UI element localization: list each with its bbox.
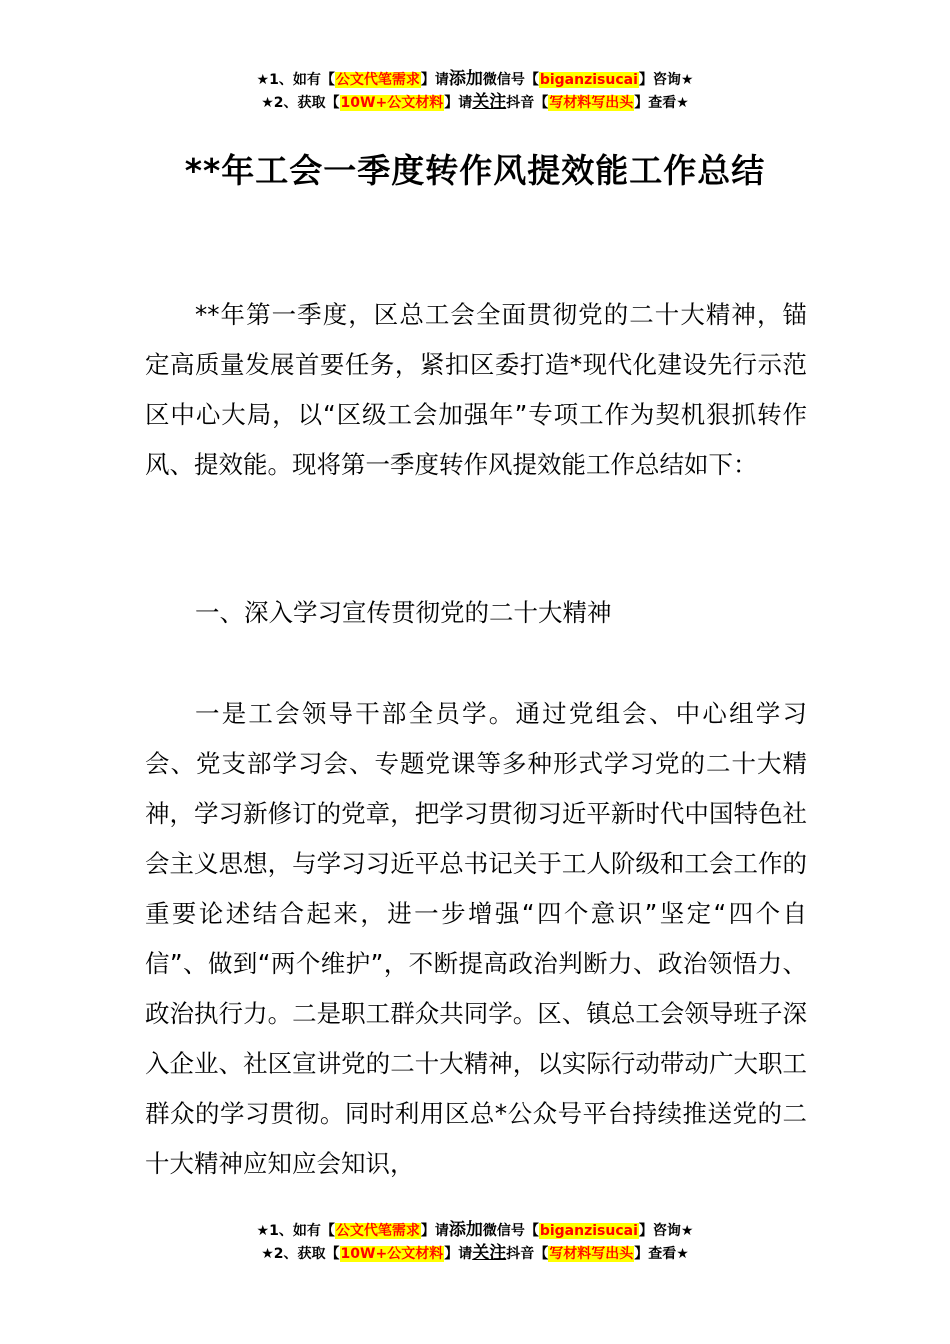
promo-text: 】咨询 [638,1223,681,1239]
promo-highlight-service: 公文代笔需求 [335,1223,420,1239]
promo-highlight-wechat: biganzisucai [539,72,638,88]
promo-text: 】请 [444,95,473,111]
footer-promo-banner [0,1219,950,1265]
body-paragraph: 一是工会领导干部全员学。通过党组会、中心组学习会、党支部学习会、专题党课等多种形式学习党的二十大精神，学习新修订的党章，把学习贯彻习近平新时代中国特色社会主义思想，与学习习近平总书记关于工人阶级和工会工作的重要论述结合起来，进一步增强“四个意识”坚定“四个自信”、做到“两个维护”，不断提高政治判断力、政治领悟力、政治执行力。二是职工群众共同学。区、镇总工会领导班子深入企业、社区宣讲党的二十大精神，以实际行动带动广大职工群众的学习贯彻。同时利用区总*公众号平台持续推送党的二十大精神应知应会知识， [145,699,807,1178]
promo-highlight-materials: 10W+公文材料 [340,95,444,111]
promo-emphasis: 关注 [472,92,507,112]
intro-paragraph: **年第一季度，区总工会全面贯彻党的二十大精神，锚定高质量发展首要任务，紧扣区委打造*现代化建设先行示范区中心大局，以“区级工会加强年”专项工作为契机狠抓转作风、提效能。现将第一季度转作风提效能工作总结如下： [145,300,807,479]
promo-text: 抖音【 [506,1246,549,1262]
star-icon: ★ [256,72,270,88]
promo-text: 1、如有【 [269,1223,335,1239]
promo-text: 2、获取【 [273,95,340,111]
promo-text: 微信号【 [482,72,539,88]
document-title: **年工会一季度转作风提效能工作总结 [184,151,766,190]
promo-emphasis: 添加 [448,1220,483,1240]
star-icon: ★ [680,72,694,88]
promo-highlight-wechat: biganzisucai [539,1223,638,1239]
promo-text: 】请 [444,1246,473,1262]
promo-emphasis: 添加 [448,69,483,89]
promo-line-1 [0,68,950,91]
promo-text: 抖音【 [506,95,549,111]
star-icon: ★ [680,1223,694,1239]
promo-text: 2、获取【 [273,1246,340,1262]
promo-emphasis: 关注 [472,1243,507,1263]
promo-text: 】请 [420,1223,449,1239]
promo-text: 】查看 [634,95,677,111]
promo-text: 】咨询 [638,72,681,88]
section-heading: 一、深入学习宣传贯彻党的二十大精神 [195,598,612,627]
promo-highlight-materials: 10W+公文材料 [340,1246,444,1262]
star-icon: ★ [261,95,274,111]
promo-text: 】查看 [634,1246,677,1262]
promo-highlight-douyin: 写材料写出头 [549,1246,634,1262]
header-promo-banner [0,68,950,114]
promo-line-2 [0,1242,950,1265]
star-icon: ★ [261,1246,274,1262]
promo-highlight-service: 公文代笔需求 [335,72,420,88]
promo-text: 】请 [420,72,449,88]
promo-line-1 [0,1219,950,1242]
promo-highlight-douyin: 写材料写出头 [549,95,634,111]
star-icon: ★ [256,1223,270,1239]
promo-text: 1、如有【 [269,72,335,88]
promo-line-2 [0,91,950,114]
star-icon: ★ [676,1246,689,1262]
star-icon: ★ [676,95,689,111]
promo-text: 微信号【 [482,1223,539,1239]
